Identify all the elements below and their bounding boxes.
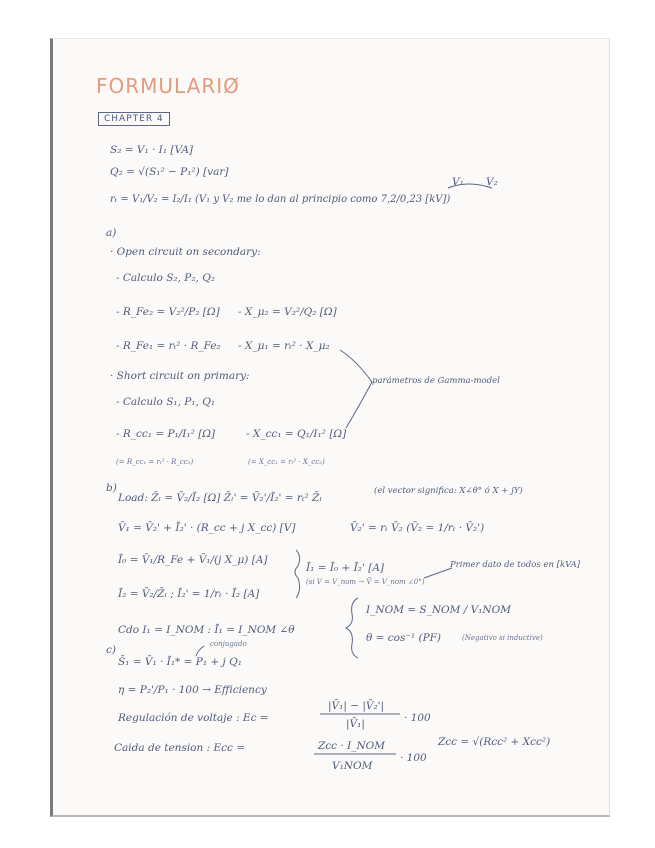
- rt-overbrace: [448, 184, 492, 188]
- rt-v2-label: V₂: [486, 176, 498, 188]
- vector-note: (el vector significa: X∠θ° ó X + jY): [374, 486, 523, 496]
- gamma-model-note: parámetros de Gamma-model: [372, 376, 500, 386]
- chapter-box: CHAPTER 4: [98, 112, 170, 126]
- rcc-alt-note: (= R_cc₁ = rₜ² · R_cc₂): [116, 458, 194, 466]
- formula-rt: rₜ = V₁/V₂ = I₂/I₁ (V₁ y V₂ me lo dan al principio como 7,2/0,23 [kV]): [110, 194, 451, 205]
- formula-theta: θ = cos⁻¹ (PF): [366, 632, 442, 644]
- first-data-note: Primer dato de todos en [kVA]: [450, 560, 581, 570]
- conjugate-arrow: [196, 646, 204, 656]
- conjugate-note: conjugado: [210, 640, 247, 648]
- formula-zcc: Zcc = √(Rcc² + Xcc²): [438, 736, 551, 748]
- formula-i0: Ī₀ = V̄₁/R_Fe + V̄₁/(j X_μ) [A]: [118, 554, 268, 566]
- gamma-brace: [340, 350, 372, 428]
- regulation-denominator: |V̄₁|: [346, 718, 365, 730]
- nominal-brace: [346, 598, 358, 658]
- formula-cdo: Cdo I₁ = I_NOM : Ī₁ = I_NOM ∠θ: [118, 624, 295, 636]
- section-b-label: b): [106, 482, 117, 494]
- formula-rfe1: - R_Fe₁ = rₜ² · R_Fe₂: [116, 340, 221, 352]
- formula-efficiency: η = P₂'/P₁ · 100 → Efficiency: [118, 684, 267, 696]
- drop-denominator: V₁NOM: [332, 760, 373, 772]
- xcc-alt-note: (= X_cc₁ = rₜ² · X_cc₂): [248, 458, 325, 466]
- voltage-regulation-label: Regulación de voltaje : Ec =: [118, 712, 269, 724]
- formula-i2: Ī₂ = V̄₂/Z̄ₗ ; Ī₂' = 1/rₜ · Ī₂ [A]: [118, 588, 260, 600]
- open-circuit-calc: - Calculo S₂, P₂, Q₂: [116, 272, 216, 284]
- rt-v1-label: V₁: [452, 176, 464, 188]
- regulation-times-100: · 100: [404, 712, 431, 724]
- formula-load: Load: Z̄ₗ = V̄₂/Ī₂ [Ω] Z̄ₗ' = V̄₂'/Ī₂' = rₜ² Z̄ₗ: [118, 492, 322, 504]
- section-c-label: c): [106, 644, 116, 656]
- section-a-label: a): [106, 227, 117, 239]
- first-data-arrow: [424, 568, 452, 578]
- drop-times-100: · 100: [400, 752, 427, 764]
- formula-v2-prime: V̄₂' = rₜ V̄₂ (V̄₂ = 1/rₜ · V̄₂'): [350, 522, 485, 534]
- short-circuit-heading: · Short circuit on primary:: [110, 370, 250, 382]
- short-circuit-calc: - Calculo S₁, P₁, Q₁: [116, 396, 216, 408]
- regulation-numerator: |V̄₁| − |V̄₂'|: [328, 700, 385, 712]
- formula-rfe2: - R_Fe₂ = V₂²/P₂ [Ω]: [116, 306, 220, 318]
- formula-q2: Q₂ = √(S₁² − P₁²) [var]: [110, 166, 229, 178]
- formula-xmu1: - X_μ₁ = rₜ² · X_μ₂: [238, 340, 330, 352]
- drop-numerator: Zcc · I_NOM: [318, 740, 386, 752]
- page-title: FORMULARIØ: [96, 74, 240, 98]
- formula-v1: V̄₁ = V̄₂' + Ī₂' · (R_cc + j X_cc) [V]: [118, 522, 296, 534]
- formula-s2: S₂ = V₁ · I₁ [VA]: [110, 144, 194, 156]
- formula-rcc1: - R_cc₁ = P₁/I₁² [Ω]: [116, 428, 216, 440]
- nominal-voltage-note: (si V = V_nom → V̄ = V_nom ∠0°): [306, 578, 425, 586]
- formula-s1: S̄₁ = V̄₁ · Ī₁* = P₁ + j Q₁: [118, 656, 242, 668]
- formula-xcc1: - X_cc₁ = Q₁/I₁² [Ω]: [246, 428, 347, 440]
- inductive-note: (Negativo si inductive): [462, 634, 543, 642]
- open-circuit-heading: · Open circuit on secondary:: [110, 246, 261, 258]
- voltage-drop-label: Caida de tension : Ecc =: [114, 742, 246, 754]
- formula-xmu2: - X_μ₂ = V₂²/Q₂ [Ω]: [238, 306, 337, 318]
- formula-inom: I_NOM = S_NOM / V₁NOM: [366, 604, 511, 616]
- formula-i1: Ī₁ = Ī₀ + Ī₂' [A]: [306, 562, 385, 574]
- current-brace: [295, 550, 300, 598]
